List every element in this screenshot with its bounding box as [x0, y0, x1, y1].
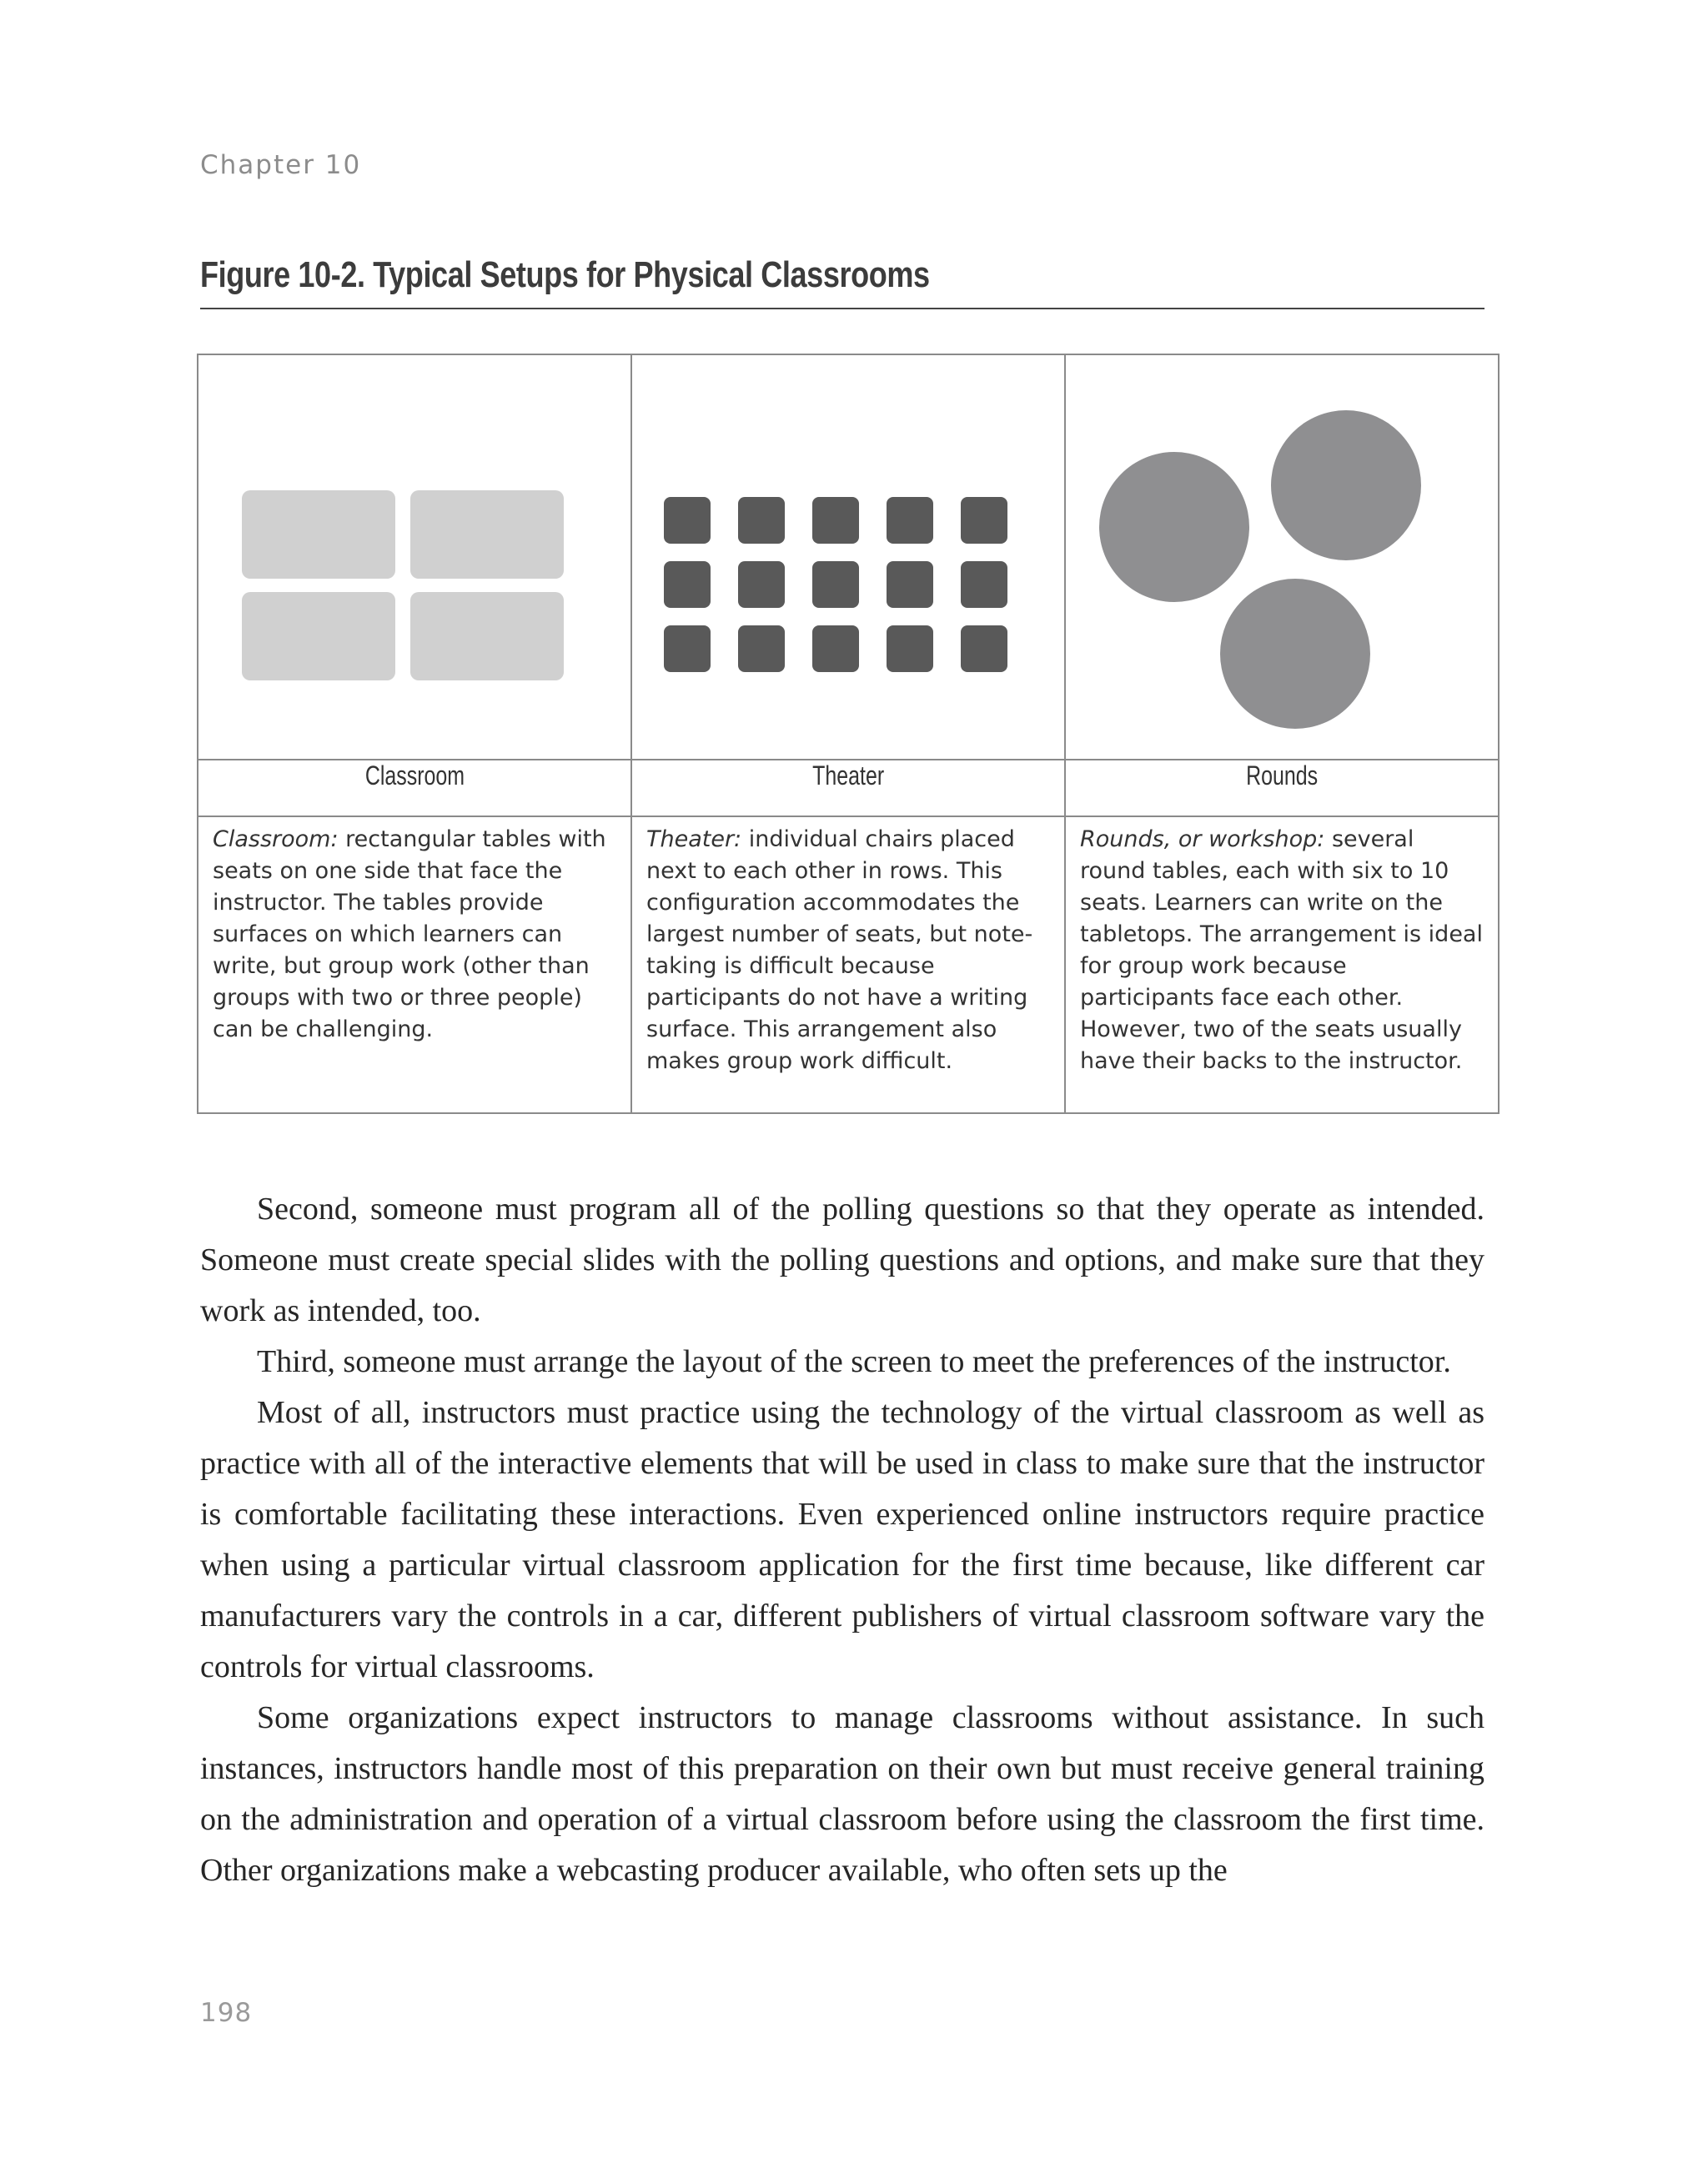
- paragraph: Some organizations expect instructors to manage classrooms without assistance. In such instances, instructors handle most of this preparation on their own but must receive general training on the administration and operation of a virtual classroom before using the classroom the first time. Other organizations make a webcasting producer available, who often sets up the: [200, 1700, 1484, 1888]
- desc-text: rectangular tables with seats on one side that face the instructor. The tables provide surfaces on which learners can write, but group work (other than groups with two or three people) can be challenging.: [213, 826, 606, 1042]
- theater-chair: [664, 497, 711, 544]
- label-classroom: Classroom: [198, 760, 631, 816]
- round-table: [1099, 452, 1249, 602]
- theater-chair: [664, 625, 711, 672]
- illustration-row: [198, 354, 1499, 760]
- theater-chair: [812, 625, 859, 672]
- theater-chair: [887, 561, 933, 608]
- classroom-table: [410, 592, 564, 680]
- desc-text: individual chairs placed next to each other in rows. This configuration accommodates the largest number of seats, but note-taking is difficult because participants do not have a writing surface. This arrangement also makes group work difficult.: [646, 826, 1033, 1074]
- round-table: [1271, 410, 1421, 560]
- theater-chair: [887, 625, 933, 672]
- desc-classroom: [198, 816, 631, 1113]
- description-row: [198, 816, 1499, 1113]
- theater-chair: [961, 497, 1007, 544]
- classroom-table: [242, 592, 395, 680]
- classroom-illustration: [198, 354, 631, 760]
- desc-theater: [631, 816, 1065, 1113]
- figure-title: [200, 254, 1484, 309]
- desc-rounds: [1065, 816, 1499, 1113]
- theater-chair: [961, 625, 1007, 672]
- desc-lead: Rounds, or workshop:: [1080, 826, 1325, 852]
- desc-lead: Classroom:: [213, 826, 339, 852]
- desc-text: several round tables, each with six to 10 seats. Learners can write on the tabletops. The arrangement is ideal for group work because participants face each other. However, two of the seats usually have their backs to the instructor.: [1080, 826, 1483, 1074]
- label-rounds: Rounds: [1065, 760, 1499, 816]
- theater-chair: [812, 561, 859, 608]
- setups-table: [197, 354, 1500, 1114]
- running-head: Chapter 10: [200, 150, 362, 180]
- theater-chair: [738, 497, 785, 544]
- label-theater: Theater: [631, 760, 1065, 816]
- page-number: 198: [200, 1998, 253, 2028]
- theater-chair: [812, 497, 859, 544]
- classroom-table: [410, 490, 564, 579]
- theater-chair: [664, 561, 711, 608]
- label-row: [198, 760, 1499, 816]
- theater-chair: [887, 497, 933, 544]
- paragraph: Third, someone must arrange the layout of the screen to meet the preferences of the instructor.: [257, 1344, 1451, 1379]
- body-text: [200, 1184, 1484, 1896]
- paragraph: Second, someone must program all of the polling questions so that they operate as intended. Someone must create special slides with the polling questions and options, and make sure that they work as intended, too.: [200, 1192, 1484, 1328]
- theater-chair: [738, 625, 785, 672]
- round-table: [1220, 579, 1370, 729]
- desc-lead: Theater:: [646, 826, 742, 852]
- theater-chair: [738, 561, 785, 608]
- rounds-illustration: [1065, 354, 1499, 760]
- theater-chair: [961, 561, 1007, 608]
- classroom-table: [242, 490, 395, 579]
- theater-illustration: [631, 354, 1065, 760]
- figure-title-text: Figure 10-2. Typical Setups for Physical Classrooms: [200, 254, 930, 295]
- paragraph: Most of all, instructors must practice using the technology of the virtual classroom as well as practice with all of the interactive elements that will be used in class to make sure that the instructor is comfortable facilitating these interactions. Even experienced online instructors require practice when using a particular virtual classroom application for the first time because, like different car manufacturers vary the controls in a car, different publishers of virtual classroom software vary the controls for virtual classrooms.: [200, 1395, 1484, 1684]
